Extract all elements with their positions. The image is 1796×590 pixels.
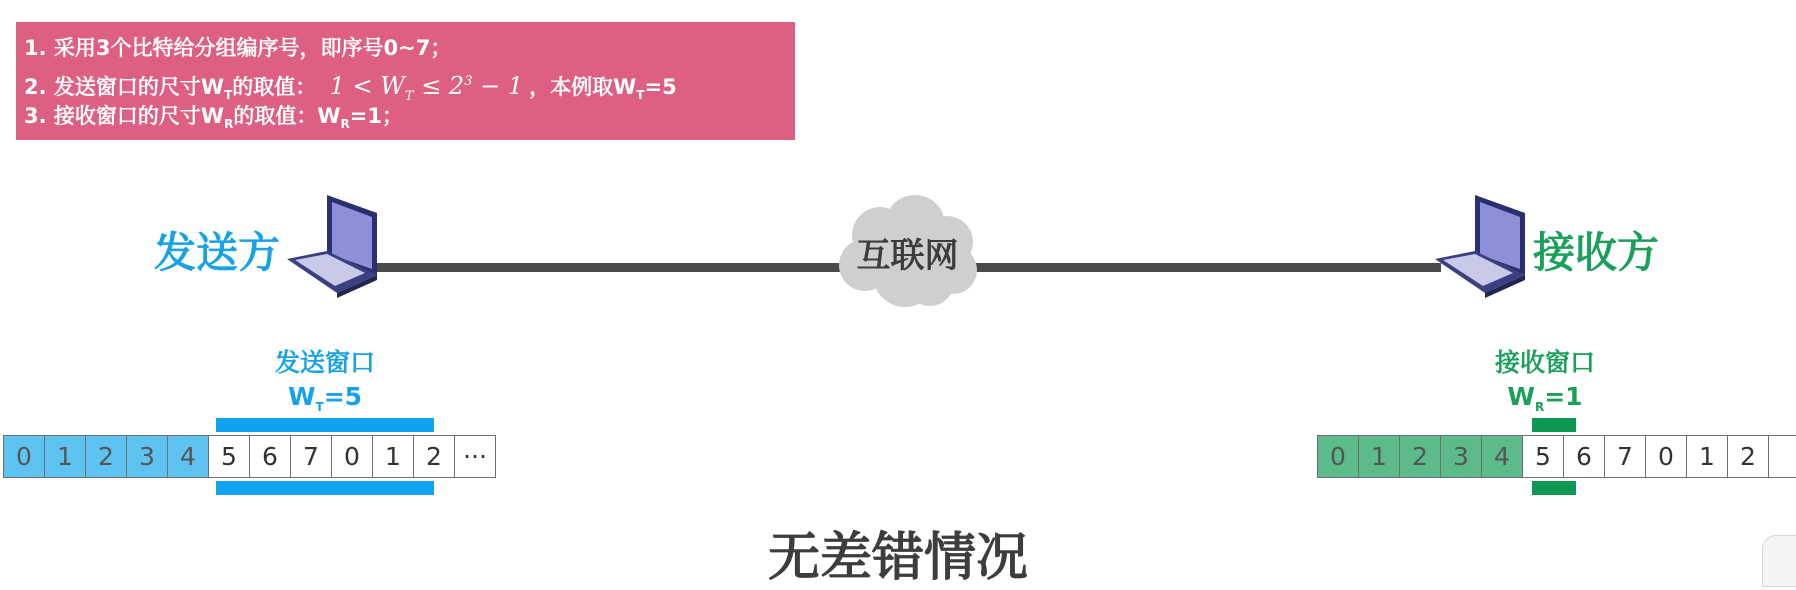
corner-control[interactable] (1762, 535, 1796, 587)
send-window-label (230, 346, 420, 424)
receive-window-frame (1532, 418, 1576, 495)
receiver-label: 接收方 (1533, 228, 1660, 277)
info-text-1: 1. 采用3个比特给分组编序号，即序号0~7； (24, 36, 452, 60)
internet-label: 互联网 (856, 236, 959, 276)
receiver-seq-cell: 1 (1686, 435, 1728, 478)
info-sub-2a: T (224, 88, 233, 103)
receive-window-size-value: =1 (1544, 382, 1583, 411)
formula-rel: ≤ 2 (413, 72, 465, 100)
sender-seq-cell: 3 (126, 435, 168, 478)
scenario-caption: 无差错情况 (767, 528, 1028, 588)
sender-seq-cell: 6 (249, 435, 291, 478)
sender-seq-cell: 2 (85, 435, 127, 478)
receiver-seq-cell: 0 (1317, 435, 1359, 478)
info-text-2b: 的取值： (232, 75, 317, 99)
formula-tail: − 1 (472, 72, 524, 100)
sender-seq-cell: 4 (167, 435, 209, 478)
info-text-2d: =5 (644, 75, 677, 99)
sender-seq-cell: ··· (454, 435, 496, 478)
receive-window-title: 接收窗口 (1494, 348, 1595, 377)
receive-window-label (1450, 346, 1640, 424)
sender-seq-cell: 1 (372, 435, 414, 478)
info-sub-3a: R (224, 117, 234, 132)
receive-window-size-w: W (1507, 382, 1535, 411)
info-line-2 (24, 65, 795, 104)
receiver-seq-cell: 4 (1481, 435, 1523, 478)
info-box (16, 22, 795, 140)
sender-seq-cell: 5 (208, 435, 250, 478)
sender-seq-cell: 0 (331, 435, 373, 478)
sender-label: 发送方 (154, 228, 281, 277)
send-window-size-value: =5 (323, 382, 363, 411)
send-window-frame (216, 418, 434, 495)
info-text-3a: 3. 接收窗口的尺寸W (24, 104, 225, 128)
receiver-seq-cell: 6 (1563, 435, 1605, 478)
info-text-2c: ，本例取W (529, 75, 637, 99)
receiver-seq-cell: 1 (1358, 435, 1400, 478)
info-text-3b: 的取值：W (233, 104, 341, 128)
info-line-1 (24, 31, 795, 65)
send-window-title: 发送窗口 (274, 348, 375, 377)
info-sub-3b: R (340, 117, 350, 132)
sender-seq-cell: 0 (3, 435, 45, 478)
window-formula (329, 72, 524, 104)
send-window-size-w: W (287, 382, 316, 411)
receive-window-size-sub: R (1534, 400, 1545, 414)
sender-seq-cell: 2 (413, 435, 455, 478)
receiver-laptop-icon (1433, 193, 1533, 298)
receiver-seq-cell: 2 (1399, 435, 1441, 478)
info-sub-2c: T (636, 88, 645, 103)
receiver-seq-cell: 3 (1440, 435, 1482, 478)
formula-lhs: 1 < W (329, 72, 405, 100)
sender-seq-cell: 7 (290, 435, 332, 478)
info-text-3c: =1； (349, 104, 403, 128)
send-window-size-sub: T (315, 400, 324, 414)
receiver-seq-cell: 2 (1727, 435, 1769, 478)
receiver-seq-cell: 0 (1645, 435, 1687, 478)
info-text-2a: 2. 发送窗口的尺寸W (24, 75, 225, 99)
receiver-seq-cell: 5 (1522, 435, 1564, 478)
info-line-3 (24, 99, 795, 133)
formula-sub: T (404, 88, 414, 104)
sender-seq-cell: 1 (44, 435, 86, 478)
receiver-seq-cell: 7 (1604, 435, 1646, 478)
sender-laptop-icon (285, 193, 385, 298)
formula-sup: 3 (464, 74, 473, 89)
receiver-seq-cell (1768, 435, 1796, 478)
